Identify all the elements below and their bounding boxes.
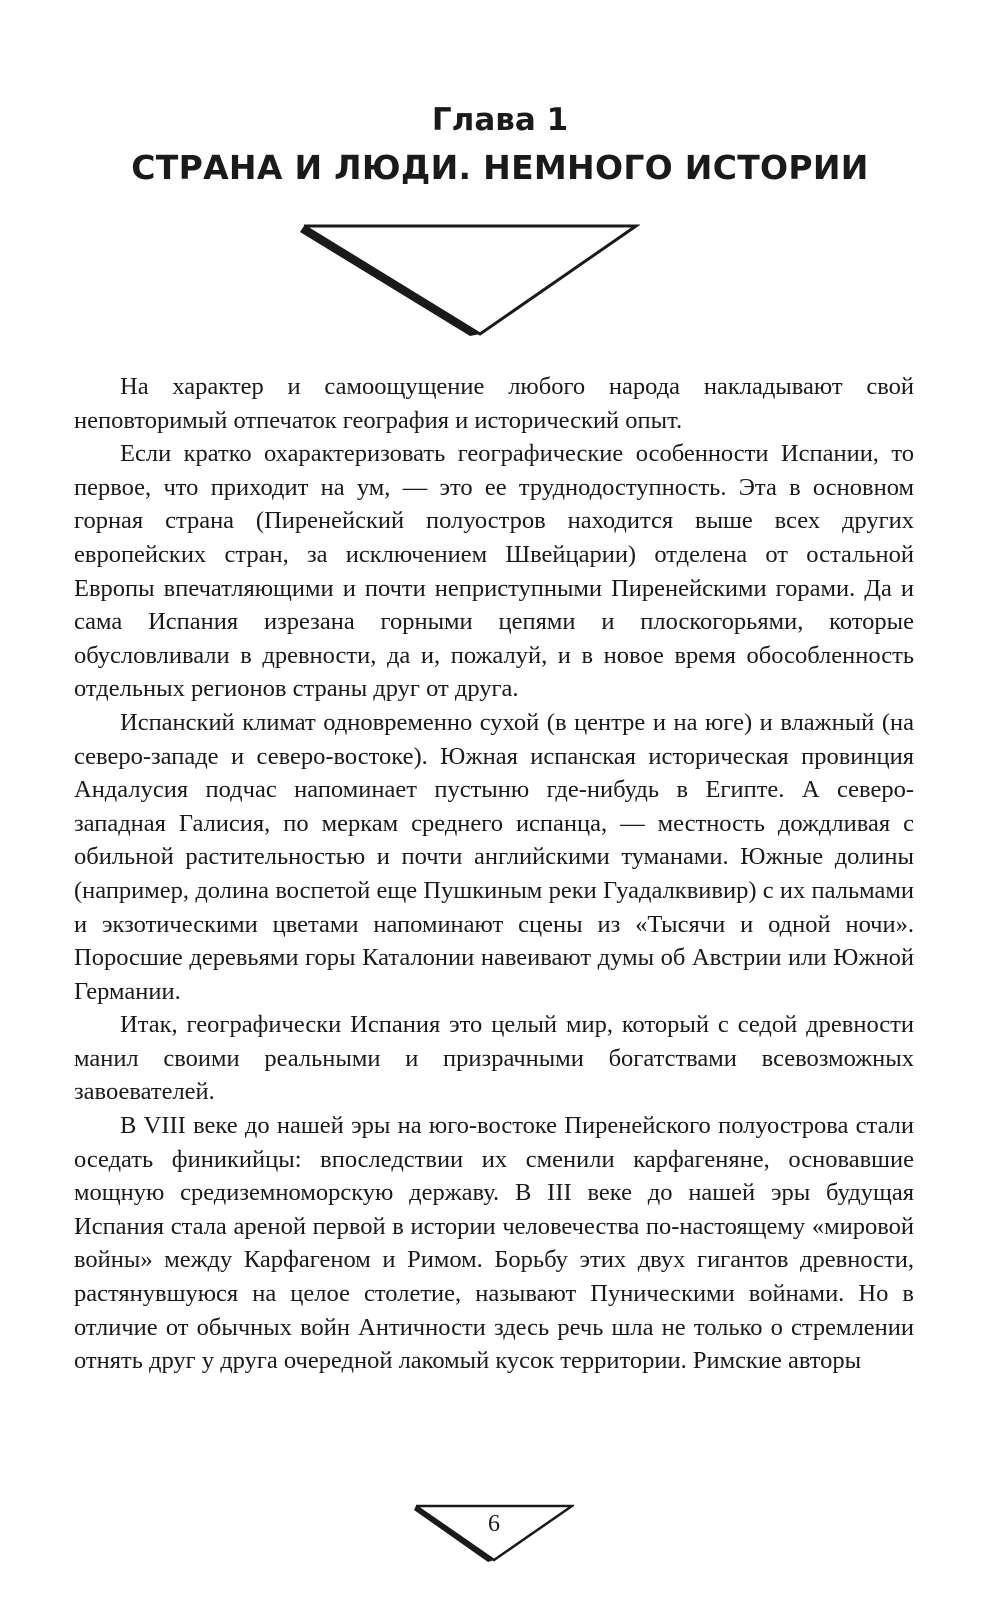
chapter-title: СТРАНА И ЛЮДИ. НЕМНОГО ИСТОРИИ — [131, 148, 869, 187]
body-text — [74, 370, 914, 1378]
paragraph-3: Испанский климат одновременно сухой (в центре и на юге) и влажный (на северо-западе и северо-востоке). Южная испанская историческая провинция Андалусия подчас напоминает пустыню где-нибудь в Египте. А северо-западная Галисия, по меркам среднего испанца, — местность дождливая с обильной растительностью и почти английскими туманами. Южные долины (например, долина воспетой еще Пушкиным реки Гуадалквивир) с их пальмами и экзотическими цветами напоминают сцены из «Тысячи и одной ночи». Поросшие деревьями горы Каталонии навеивают думы об Австрии или Южной Германии. — [74, 708, 914, 1005]
paragraph-1: На характер и самоощущение любого народа накладывают свой неповторимый отпечаток география и исторический опыт. — [74, 373, 914, 434]
chapter-label: Глава 1 — [431, 102, 569, 138]
page-number: 6 — [488, 1511, 500, 1537]
paragraph-5: В VIII веке до нашей эры на юго-востоке Пиренейского полуострова стали оседать финикийцы: впоследствии их сменили карфагеняне, основавшие мощную средиземноморскую державу. В III веке до нашей эры будущая Испания стала ареной первой в истории человечества по-настоящему «мировой войны» между Карфагеном и Римом. Борьбу этих двух гигантов древности, растянувшуюся на целое столетие, называют Пуническими войнами. Но в отличие от обычных войн Античности здесь речь шла не только о стремлении отнять друг у друга очередной лакомый кусок территории. Римские авторы — [74, 1112, 914, 1375]
paragraph-2: Если кратко охарактеризовать географические особенности Испании, то первое, что приходит на ум, — это ее труднодоступность. Эта в основном горная страна (Пиренейский полуостров находится выше всех других европейских стран, за исключением Швейцарии) отделена от остальной Европы впечатляющими и почти неприступными Пиренейскими горами. Да и сама Испания изрезана горными цепями и плоскогорьями, которые обусловливали в древности, да и, пожалуй, и в новое время обособленность отдельных регионов страны друг от друга. — [74, 440, 914, 703]
chapter-chevron-icon — [300, 222, 640, 342]
paragraph-4: Итак, географически Испания это целый мир, который с седой древности манил своими реальными и призрачными богатствами всевозможных завоевателей. — [74, 1011, 914, 1106]
